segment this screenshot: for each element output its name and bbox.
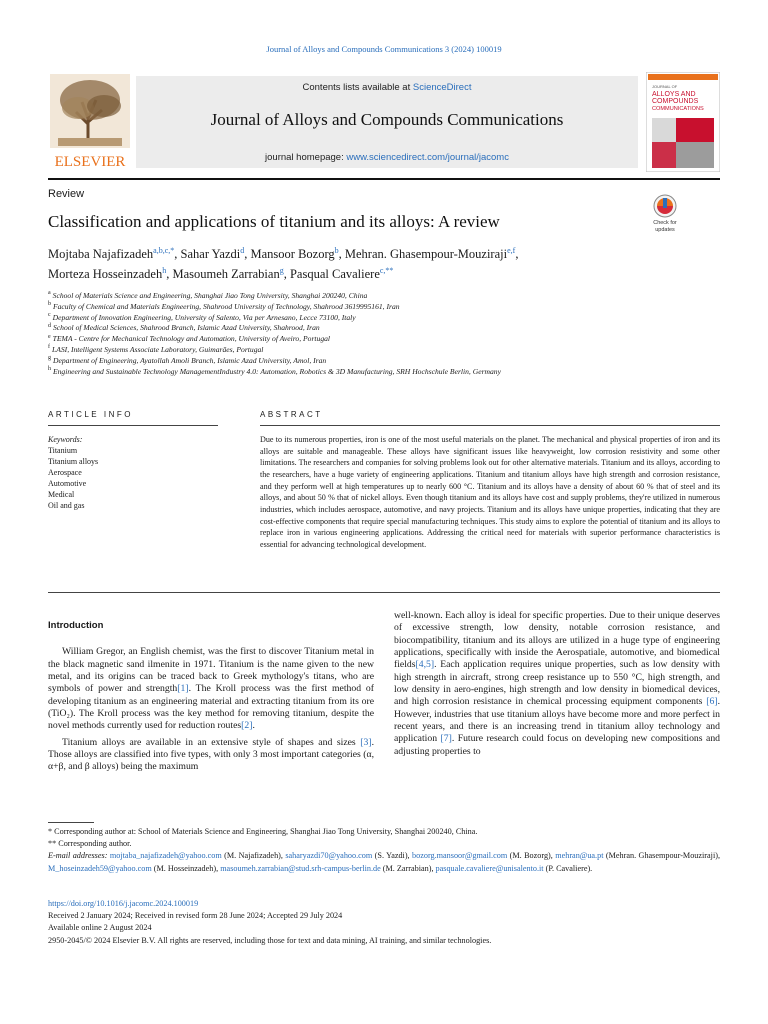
author-name[interactable]: Morteza Hosseinzadeh (48, 267, 163, 281)
affiliation-text: Faculty of Chemical and Materials Engineering, Shahrood University of Technology, Shahrood 3619995161, Iran (53, 301, 400, 311)
author-affiliation-marker[interactable]: b (334, 245, 339, 255)
svg-text:ALLOYS AND: ALLOYS AND (652, 91, 696, 98)
paragraph-text: William Gregor, an English chemist, was the first to discover Titanium metal in the black magnetic sand ilmenite in 1971. Titanium is the name given to the new metal, and its origins can be traced back to Greek mythology's titans, who are symbols of power and strength (48, 646, 374, 695)
paragraph-text: . Those alloys are classified into five types, with only 3 most important categories (α, α+β, and β alloys) being the maximum (48, 736, 374, 773)
affiliation-item (48, 334, 708, 345)
email-owner: (S. Yazdi), (372, 851, 413, 861)
header-divider (48, 178, 720, 180)
email-link[interactable]: masoumeh.zarrabian@stud.srh-campus-berlin.de (220, 863, 381, 873)
email-link[interactable]: mojtaba_najafizadeh@yahoo.com (109, 851, 222, 861)
email-owner: (Mehran. Ghasempour-Mouziraji), (603, 851, 720, 861)
keywords-label: Keywords: (48, 435, 83, 444)
affiliation-text: Department of Innovation Engineering, University of Salento, Via per Arnesano, Lecce 73100, Italy (52, 312, 356, 322)
copyright-notice: 2950-2045/© 2024 Elsevier B.V. All rights are reserved, including those for text and data mining, AI training, and similar technologies. (48, 935, 492, 945)
check-for-updates-badge[interactable] (643, 193, 687, 233)
author-affiliation-marker[interactable]: a,b,c,* (153, 245, 175, 255)
article-info-heading: ARTICLE INFO (48, 410, 133, 419)
introduction-heading: Introduction (48, 620, 104, 631)
email-owner: (M. Bozorg), (507, 851, 556, 861)
keyword: Automotive (48, 479, 87, 488)
abstract-heading: ABSTRACT (260, 410, 323, 419)
article-title: Classification and applications of titanium and its alloys: A review (48, 212, 500, 231)
homepage-prefix: journal homepage: (265, 152, 347, 163)
affiliation-item (48, 367, 708, 378)
paragraph-text: Titanium alloys are available in an extensive style of shapes and sizes (62, 736, 361, 748)
email-owner: (P. Cavaliere). (543, 863, 593, 873)
paragraph-text: . Each application requires unique properties, such as low density with high strength in aircraft, strong creep resistance up to 550 °C, high strength, and low density in aero-engines, high strength and low density in biomedical devices, and high corrosion resistance in chemical processing equipment components (394, 659, 720, 708)
elsevier-tree-icon (48, 72, 132, 172)
svg-text:ELSEVIER: ELSEVIER (54, 154, 126, 170)
elsevier-logo[interactable] (48, 72, 132, 172)
affiliation-text: Department of Engineering, Ayatollah Amoli Branch, Islamic Azad University, Amol, Iran (53, 355, 327, 365)
svg-text:JOURNAL OF: JOURNAL OF (652, 84, 678, 89)
citation-link[interactable]: [7] (440, 733, 452, 745)
author-name[interactable]: Mehran. Ghasempour-Mouziraji (344, 247, 508, 261)
citation-link[interactable]: [4,5] (415, 659, 435, 671)
keyword: Oil and gas (48, 501, 85, 510)
affiliation-key: f (48, 344, 50, 351)
affiliation-key: g (48, 355, 51, 362)
affiliation-item (48, 302, 708, 313)
affiliation-item (48, 323, 708, 334)
author-name[interactable]: Pasqual Cavaliere (289, 267, 380, 281)
svg-text:COMPOUNDS: COMPOUNDS (652, 98, 699, 105)
author-name[interactable]: Mansoor Bozorg (250, 247, 335, 261)
author-name[interactable]: Sahar Yazdi (180, 247, 241, 261)
email-link[interactable]: mehran@ua.pt (555, 851, 604, 861)
doi-link[interactable]: https://doi.org/10.1016/j.jacomc.2024.100019 (48, 899, 199, 908)
body-right-column (394, 610, 720, 758)
body-paragraph (394, 610, 720, 758)
affiliation-item (48, 291, 708, 302)
corresponding-author-note: * Corresponding author at: School of Materials Science and Engineering, Shanghai Jiao Tong University, Shanghai 200240, China. (48, 827, 478, 836)
author-separator: , (338, 247, 345, 261)
abstract-text: Due to its numerous properties, iron is one of the most useful materials on the planet. The mechanical and physical properties of iron and its alloys are suitable and manageable. These alloys have significant issues like heavyweight, low corrosion resistivity and some other limitations. The researchers and companies for solving problems look out for other alternative materials. Titanium and its alloys, according to the researchers, have a huge variety of engineering applications. Titanium and titanium alloys have high strength and corrosion resistance, and they perform well at high temperatures up to nearly 600 °C. Titanium and its alloys have a density of about 60 % that of steel and its alloys, and about 50 % that of nickel alloys. Even though titanium and its alloys have cost and supply problems, they're utilized in numerous industries, which includes aerospace, automotive, and navy projects. Titanium and its alloys have unique properties, indicating that they are cost-effective components that require special manufacturing techniques. This study aims to explore the potential of titanium and its alloys to replace iron in various engineering applications. Addressing the critical need for materials with superior performance characteristics is essential for advancing technological development. (260, 435, 720, 549)
affiliation-list (48, 291, 708, 377)
affiliation-key: b (48, 301, 51, 308)
journal-info-panel (136, 76, 638, 168)
affiliation-key: c (48, 312, 51, 319)
abstract-divider (260, 425, 720, 426)
affiliation-item (48, 356, 708, 367)
author-list (48, 244, 688, 284)
article-info-divider (48, 425, 218, 426)
affiliation-text: School of Medical Sciences, Shahrood Branch, Islamic Azad University, Shahrood, Iran (53, 323, 320, 333)
affiliation-key: a (48, 290, 51, 297)
author-affiliation-marker[interactable]: d (240, 245, 245, 255)
body-left-column (48, 620, 374, 778)
affiliation-key: e (48, 333, 51, 340)
email-owner: (M. Zarrabian), (380, 863, 436, 873)
email-link[interactable]: saharyazdi70@yahoo.com (285, 851, 373, 861)
author-affiliation-marker[interactable]: e,f (507, 245, 516, 255)
affiliation-item (48, 345, 708, 356)
affiliation-text: TEMA - Centre for Mechanical Technology and Automation, University of Aveiro, Portugal (52, 334, 331, 344)
email-label: E-mail addresses: (48, 851, 110, 861)
corresponding-author-note-2: ** Corresponding author. (48, 839, 132, 849)
homepage-line (136, 152, 638, 163)
email-owner: (M. Najafizadeh), (221, 851, 286, 861)
journal-cover-image (646, 72, 720, 172)
email-addresses (48, 850, 720, 874)
author-separator: , (283, 267, 290, 281)
journal-header (48, 72, 720, 172)
author-separator: , (244, 247, 251, 261)
contents-line (136, 82, 638, 93)
affiliation-text: School of Materials Science and Engineering, Shanghai Jiao Tong University, Shanghai 200240, China (52, 291, 368, 300)
affiliation-key: d (48, 322, 51, 329)
journal-title: Journal of Alloys and Compounds Communications (210, 110, 564, 129)
author-separator: , (174, 247, 181, 261)
publication-info (48, 898, 720, 947)
email-link[interactable]: bozorg.mansoor@gmail.com (412, 851, 508, 861)
svg-text:Check for: Check for (653, 220, 677, 226)
affiliation-text: LASI, Intelligent Systems Associate Laboratory, Guimarães, Portugal (52, 344, 264, 354)
svg-text:COMMUNICATIONS: COMMUNICATIONS (652, 106, 704, 112)
author-name[interactable]: Mojtaba Najafizadeh (48, 247, 154, 261)
journal-homepage-link[interactable]: www.sciencedirect.com/journal/jacomc (346, 152, 509, 163)
email-link[interactable]: pasquale.cavaliere@unisalento.it (435, 863, 544, 873)
author-separator: , (515, 247, 519, 261)
author-affiliation-marker[interactable]: h (162, 265, 167, 275)
paragraph-text: . However, industries that use titanium alloys have become more and more perfect in recent years, and there is an increasing trend in titanium alloy technology and application (394, 696, 720, 745)
journal-cover-thumbnail[interactable] (646, 72, 720, 172)
received-dates: Received 2 January 2024; Received in revised form 28 June 2024; Accepted 29 July 2024 (48, 911, 343, 921)
keywords-block (48, 434, 218, 511)
svg-text:updates: updates (655, 227, 675, 233)
citation-link[interactable]: [2] (241, 720, 253, 732)
citation-link[interactable]: [6] (706, 696, 718, 708)
keyword: Aerospace (48, 468, 82, 477)
email-owner: (M. Hosseinzadeh), (151, 863, 221, 873)
running-head[interactable]: Journal of Alloys and Compounds Communications 3 (2024) 100019 (266, 44, 502, 54)
author-affiliation-marker[interactable]: g (279, 265, 284, 275)
author-name[interactable]: Masoumeh Zarrabian (172, 267, 280, 281)
keyword: Medical (48, 490, 75, 499)
paragraph-text: . Future research could focus on developing new compositions and adjusting properties to (394, 733, 721, 757)
body-paragraph (48, 646, 374, 732)
body-paragraph (48, 737, 374, 774)
paragraph-text: . The Kroll process was the first method of developing titanium as an engineering material and extracting titanium from its ore (TiO₂). The Kroll process was the key method for removing titanium, despite the novel methods currently used for reduction routes (48, 683, 374, 732)
email-link[interactable]: M_hoseinzadeh59@yahoo.com (48, 863, 152, 873)
affiliation-item (48, 313, 708, 324)
paragraph-text: well-known. Each alloy is ideal for specific properties. Due to their unique deserves of excessive strength, low density, notable corrosion resistance, and biocompatibility, titanium and its alloys are utilized in a huge type of engineering applications, specifically with inside the Aerospatiale, automotive, and biomedical fields (394, 610, 720, 671)
keyword: Titanium (48, 446, 78, 455)
paragraph-text: . (252, 720, 255, 732)
article-type: Review (48, 188, 85, 200)
keyword: Titanium alloys (48, 457, 99, 466)
abstract-bottom-divider (48, 592, 720, 593)
author-affiliation-marker[interactable]: c,** (379, 265, 394, 275)
author-separator: , (166, 267, 173, 281)
citation-link[interactable]: [3] (360, 736, 372, 748)
affiliation-text: Engineering and Sustainable Technology ManagementIndustry 4.0: Automation, Robotics & 3D Manufacturing, SRH Hochschule Berlin, Germany (53, 366, 501, 376)
citation-link[interactable]: [1] (177, 683, 189, 695)
contents-prefix: Contents lists available at (302, 82, 413, 93)
footnote-divider (48, 822, 94, 823)
affiliation-key: h (48, 366, 51, 373)
sciencedirect-link[interactable]: ScienceDirect (412, 82, 472, 93)
footnotes (48, 826, 720, 875)
available-online-date: Available online 2 August 2024 (48, 923, 152, 933)
crossmark-icon (643, 193, 687, 233)
